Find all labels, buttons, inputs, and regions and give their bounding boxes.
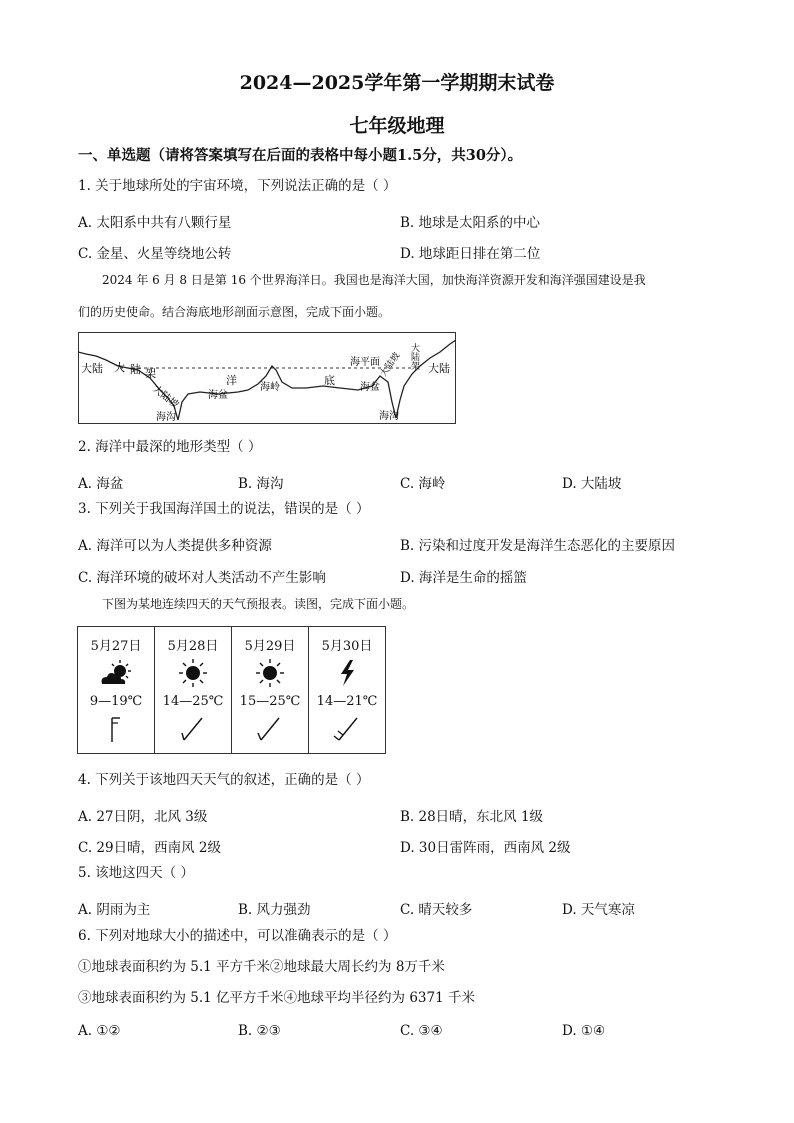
question-6-option-c[interactable]: C. ③④ <box>400 1023 443 1039</box>
question-2-option-c[interactable]: C. 海岭 <box>400 476 446 492</box>
weather-day-cell <box>155 627 232 754</box>
question-6-option-d[interactable]: D. ①④ <box>562 1023 606 1039</box>
question-4-stem: 4. 下列关于该地四天天气的叙述，正确的是（ ） <box>78 772 370 788</box>
question-4-option-b[interactable]: B. 28日晴，东北风 1级 <box>400 809 544 825</box>
land-right-label: 大陆 <box>428 362 450 375</box>
question-1-option-c[interactable]: C. 金星、火星等绕地公转 <box>78 246 232 262</box>
exam-title: 2024—2025学年第一学期期末试卷 <box>239 72 555 94</box>
weather-date: 5月30日 <box>321 639 373 654</box>
slope-left-label: 大陆坡 <box>150 383 181 411</box>
exam-subtitle: 七年级地理 <box>349 115 445 137</box>
weather-date: 5月28日 <box>167 639 219 654</box>
question-6-stem: 6. 下列对地球大小的描述中，可以准确表示的是（ ） <box>78 928 397 944</box>
basin-left-label: 海盆 <box>208 390 228 401</box>
wind-southwest-icon <box>333 715 361 743</box>
cloudy-sun-icon <box>98 658 134 688</box>
question-5-stem: 5. 该地这四天（ ） <box>78 865 194 881</box>
question-2-option-a[interactable]: A. 海盆 <box>78 476 124 492</box>
shelf-left-char-3: 架 <box>145 367 156 380</box>
question-2-stem: 2. 海洋中最深的地形类型（ ） <box>78 439 262 455</box>
weather-temp: 14—21℃ <box>316 694 378 709</box>
question-1-option-a[interactable]: A. 太阳系中共有八颗行星 <box>78 215 232 231</box>
trench-left-label: 海沟 <box>156 412 176 423</box>
question-6-statement-line-2: ③地球表面积约为 5.1 亿平方千米④地球平均半径约为 6371 千米 <box>78 990 475 1006</box>
question-3-option-d[interactable]: D. 海洋是生命的摇篮 <box>400 570 527 586</box>
question-3-option-a[interactable]: A. 海洋可以为人类提供多种资源 <box>78 538 272 554</box>
shelf-left-char-1: 大 <box>114 361 125 374</box>
question-5-option-a[interactable]: A. 阴雨为主 <box>78 902 151 918</box>
question-1-stem: 1. 关于地球所处的宇宙环境，下列说法正确的是（ ） <box>78 178 397 194</box>
seafloor-profile-line <box>78 340 456 420</box>
weather-day-cell <box>232 627 309 754</box>
question-2-option-b[interactable]: B. 海沟 <box>238 476 284 492</box>
weather-day-cell <box>78 627 155 754</box>
question-1-option-d[interactable]: D. 地球距日排在第二位 <box>400 246 541 262</box>
wind-northeast-icon <box>180 715 206 743</box>
weather-forecast-table <box>77 626 386 754</box>
question-2-option-d[interactable]: D. 大陆坡 <box>562 476 622 492</box>
question-3-stem: 3. 下列关于我国海洋国土的说法，错误的是（ ） <box>78 501 370 517</box>
ridge-label: 海岭 <box>260 382 280 393</box>
question-3-option-c[interactable]: C. 海洋环境的破坏对人类活动不产生影响 <box>78 570 326 586</box>
shelf-right-label: 大陆架 <box>409 343 419 370</box>
question-6-statement-line-1: ①地球表面积约为 5.1 平方千米②地球最大周长约为 8万千米 <box>78 959 445 975</box>
trench-right-label: 海沟 <box>379 411 399 422</box>
weather-temp: 9—19℃ <box>89 694 143 709</box>
land-left-label: 大陆 <box>81 362 103 375</box>
seafloor-profile-diagram <box>78 332 456 424</box>
question-4-option-a[interactable]: A. 27日阴，北风 3级 <box>78 809 208 825</box>
question-6-option-a[interactable]: A. ①② <box>78 1023 121 1039</box>
question-4-option-c[interactable]: C. 29日晴，西南风 2级 <box>78 840 221 856</box>
question-5-option-b[interactable]: B. 风力强劲 <box>238 902 311 918</box>
weather-day-cell <box>309 627 386 754</box>
sunny-icon <box>175 658 211 688</box>
question-6-option-b[interactable]: B. ②③ <box>238 1023 281 1039</box>
question-4-option-d[interactable]: D. 30日雷阵雨，西南风 2级 <box>400 840 571 856</box>
weather-date: 5月29日 <box>244 639 296 654</box>
slope-right-label: 大陆坡 <box>378 351 403 379</box>
diagram-frame <box>79 333 456 424</box>
basin-right-label: 海盆 <box>360 382 380 393</box>
shelf-left-char-2: 陆 <box>130 363 141 376</box>
reading-intro-line-1: 2024 年 6 月 8 日是第 16 个世界海洋日。我国也是海洋大国，加快海洋资源开发和海洋强国建设是我 <box>102 273 646 287</box>
weather-temp: 14—25℃ <box>162 694 224 709</box>
question-5-option-d[interactable]: D. 天气寒凉 <box>562 902 635 918</box>
floor-char-label: 底 <box>324 374 335 387</box>
sunny-icon <box>252 658 288 688</box>
question-3-option-b[interactable]: B. 污染和过度开发是海洋生态恶化的主要原因 <box>400 538 676 554</box>
question-5-option-c[interactable]: C. 晴天较多 <box>400 902 473 918</box>
wind-north-icon <box>104 715 128 743</box>
wind-southwest-icon <box>257 715 283 743</box>
weather-intro: 下图为某地连续四天的天气预报表。读图，完成下面小题。 <box>102 597 415 611</box>
thunder-icon <box>329 658 365 688</box>
question-1-option-b[interactable]: B. 地球是太阳系的中心 <box>400 215 541 231</box>
weather-temp: 15—25℃ <box>239 694 301 709</box>
ocean-char-label: 洋 <box>226 374 237 387</box>
weather-date: 5月27日 <box>90 639 142 654</box>
reading-intro-line-2: 们的历史使命。结合海底地形剖面示意图，完成下面小题。 <box>78 305 391 319</box>
section-heading: 一、单选题（请将答案填写在后面的表格中每小题1.5分，共30分）。 <box>78 147 523 164</box>
sea-level-label: 海平面 <box>350 357 380 368</box>
